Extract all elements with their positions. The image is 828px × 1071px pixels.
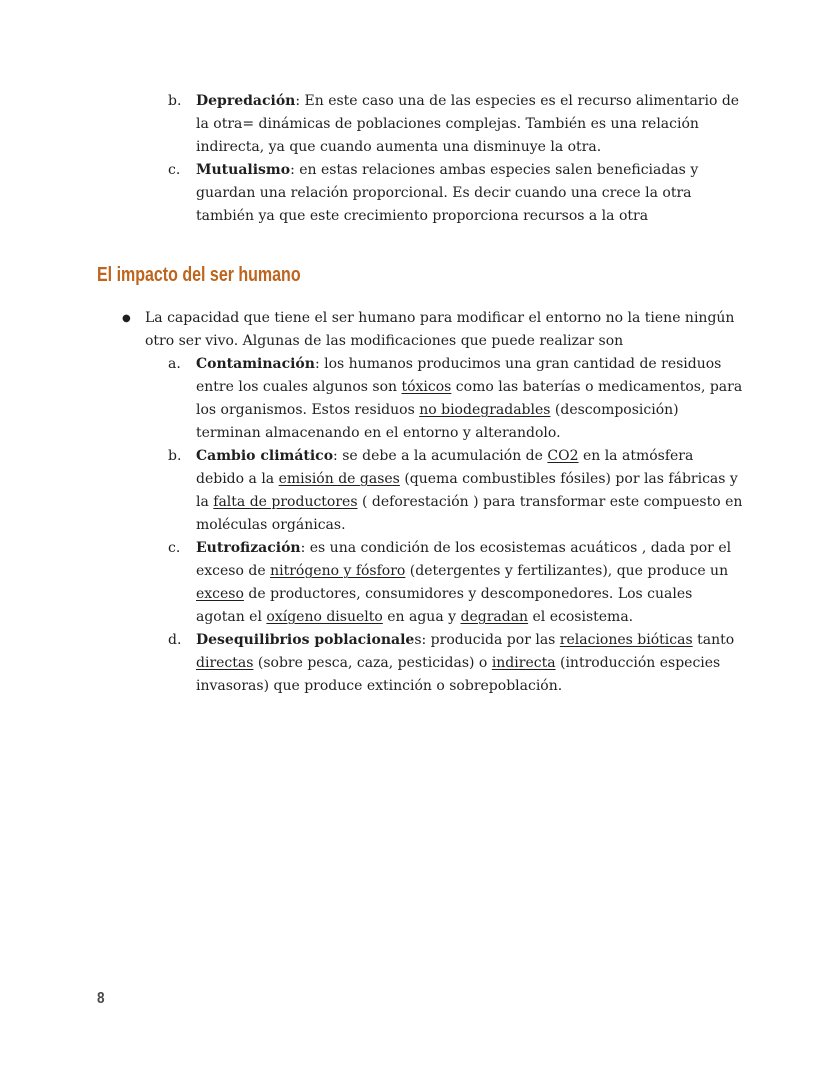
list-item bbox=[97, 353, 745, 445]
list-item bbox=[97, 629, 745, 698]
list-item-text: Desequilibrios poblacionales: producida por las relaciones bióticas tanto directas (sobre pesca, caza, pesticidas) o indirecta (introducción especies invasoras) que produce extinción o sobrepoblación. bbox=[196, 632, 735, 694]
list-item bbox=[97, 537, 745, 629]
impact-section bbox=[97, 307, 745, 698]
bullet-marker: ● bbox=[122, 313, 131, 324]
list-item bbox=[97, 307, 745, 353]
letter-marker: b. bbox=[168, 93, 182, 109]
letter-marker: d. bbox=[168, 632, 182, 648]
intro-lettered-list bbox=[97, 90, 745, 228]
impact-sub-list bbox=[97, 353, 745, 698]
impact-bullet-list bbox=[97, 307, 745, 353]
list-item-text: Contaminación: los humanos producimos una gran cantidad de residuos entre los cuales algunos son tóxicos como las baterías o medicamentos, para los organismos. Estos residuos no biodegradables (descomposición) terminan almacenando en el entorno y alterandolo. bbox=[196, 356, 743, 441]
list-item-text: Cambio climático: se debe a la acumulación de CO2 en la atmósfera debido a la emisión de gases (quema combustibles fósiles) por las fábricas y la falta de productores ( deforestación ) para transformar este compuesto en moléculas orgánicas. bbox=[196, 448, 743, 533]
list-item-text: Mutualismo: en estas relaciones ambas especies salen beneficiadas y guardan una relación proporcional. Es decir cuando una crece la otra también ya que este crecimiento proporciona recursos a la otra bbox=[196, 162, 699, 224]
letter-marker: a. bbox=[168, 356, 181, 372]
list-item bbox=[97, 159, 745, 228]
letter-marker: c. bbox=[168, 162, 181, 178]
list-item-text: La capacidad que tiene el ser humano para modificar el entorno no la tiene ningún otro ser vivo. Algunas de las modificaciones que puede realizar son bbox=[145, 310, 735, 349]
list-item bbox=[97, 90, 745, 159]
letter-marker: c. bbox=[168, 540, 181, 556]
list-item bbox=[97, 445, 745, 537]
section-heading: El impacto del ser humano bbox=[97, 264, 301, 286]
list-item-text: Depredación: En este caso una de las especies es el recurso alimentario de la otra= dinámicas de poblaciones complejas. También es una relación indirecta, ya que cuando aumenta una disminuye la otra. bbox=[196, 93, 740, 155]
list-item-text: Eutrofización: es una condición de los ecosistemas acuáticos , dada por el exceso de nitrógeno y fósforo (detergentes y fertilizantes), que produce un exceso de productores, consumidores y descomponedores. Los cuales agotan el oxígeno disuelto en agua y degradan el ecosistema. bbox=[196, 540, 732, 625]
letter-marker: b. bbox=[168, 448, 182, 464]
page-number: 8 bbox=[97, 990, 105, 1007]
